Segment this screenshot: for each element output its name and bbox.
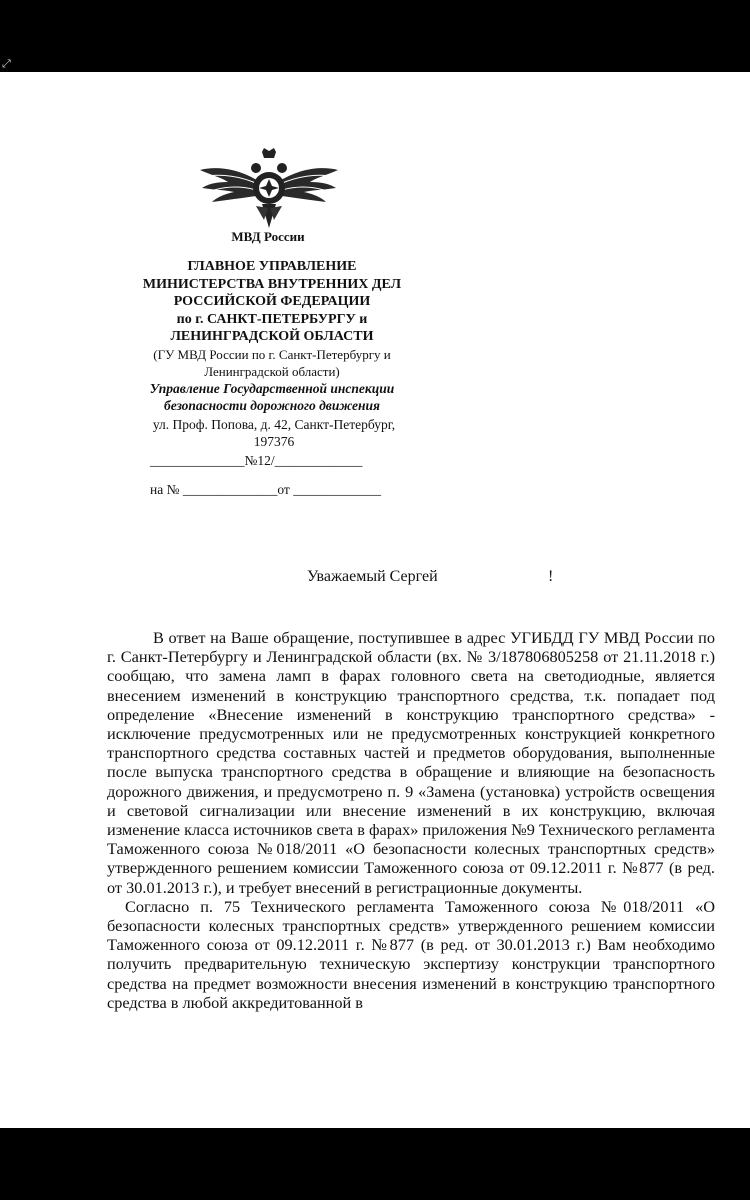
org-line: ГЛАВНОЕ УПРАВЛЕНИЕ — [187, 259, 357, 274]
org-line: по г. САНКТ-ПЕТЕРБУРГУ и — [176, 311, 368, 327]
org-line: ЛЕНИНГРАДСКОЙ ОБЛАСТИ — [170, 329, 374, 344]
document-page — [0, 72, 750, 1128]
org-abbreviation: (ГУ МВД России по г. Санкт-Петербургу и — [153, 346, 391, 362]
paragraph: В ответ на Ваше обращение, поступившее в адрес УГИБДД ГУ МВД России по г. Санкт-Петербургу и Ленинградской области (вх. № 3/187806805258 от 21.11.2018 г.) сообщаю, что замена ламп в фарах головного света на светодиодные, является внесением изменений в конструкцию транспортного средства, т.к. попадает под определение «Внесение изменений в конструкцию транспортного средства» - исключение предусмотренных или не предусмотренных конструкцией конкретного транспортного средства составных частей и предметов оборудования, выполненные после выпуска транспортного средства в обращение и влияющие на безопасность дорожного движения, и предусмотрено п. 9 «Замена (установка) устройств освещения и световой сигнализации или внесение изменений в их конструкцию, включая изменение класса источников света в фарах» приложения №9 Технического регламента Таможенного союза №018/2011 «О безопасности колесных транспортных средств» утвержденного решением комиссии Таможенного союза от 09.12.2011 г. №877 (в ред. от 30.01.2013 г.), и требует внесений в регистрационные документы. — [107, 628, 715, 897]
greeting: Уважаемый Сергей — [307, 568, 438, 585]
registration-number: ______________№12/_____________ — [150, 453, 363, 468]
department-name: безопасности дорожного движения — [164, 398, 380, 413]
letter-body — [107, 628, 715, 1012]
expand-icon[interactable]: ⤢ — [2, 57, 11, 70]
department-name: Управление Государственной инспекции — [149, 380, 395, 396]
paragraph: Согласно п. 75 Технического регламента Таможенного союза №018/2011 «О безопасности колесных транспортных средств» утвержденного решением комиссии Таможенного союза от 09.12.2011 г. №877 (в ред. от 30.01.2013 г.) Вам необходимо получить предварительную техническую экспертизу конструкции транспортного средства на предмет возможности внесения изменений в конструкцию транспортного средства в любой аккредитованной в — [107, 896, 715, 1012]
mvd-emblem-icon — [198, 148, 340, 232]
postal-code: 197376 — [253, 434, 295, 449]
org-line: РОССИЙСКОЙ ФЕДЕРАЦИИ — [173, 294, 371, 309]
org-short-name: МВД России — [231, 229, 305, 244]
org-line: МИНИСТЕРСТВА ВНУТРЕННИХ ДЕЛ — [142, 276, 402, 292]
letterhead — [138, 258, 406, 415]
address-line: ул. Проф. Попова, д. 42, Санкт-Петербург, — [152, 417, 396, 432]
org-address — [140, 416, 408, 450]
reference-number: на № ______________от _____________ — [150, 482, 381, 497]
org-abbreviation: Ленинградской области) — [204, 363, 340, 379]
greeting-exclamation: ! — [548, 568, 554, 585]
